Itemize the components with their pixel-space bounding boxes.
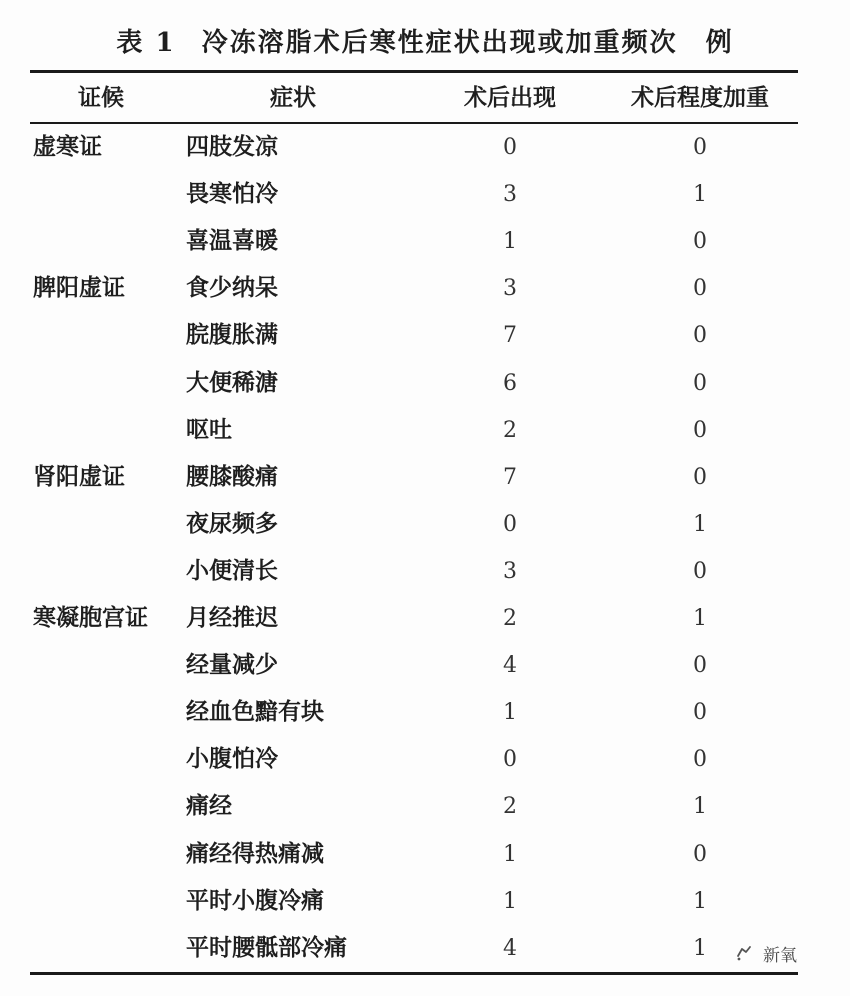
postop-worsen-count: 0 [693,747,707,773]
postop-worsen-count: 0 [693,370,707,396]
table-row [0,265,850,312]
table-row [0,689,850,736]
table-title-text: 冷冻溶脂术后寒性症状出现或加重频次 [201,28,678,58]
symptom-cell: 月经推迟 [186,605,278,631]
postop-worsen-count: 1 [693,606,707,631]
postop-appear-count: 2 [503,606,517,631]
table-title [0,22,850,59]
watermark-text: 新氧 [763,945,797,966]
table-row [0,595,850,642]
table-row [0,831,850,878]
table-row [0,878,850,925]
header-syndrome: 证候 [78,85,124,111]
postop-worsen-count: 0 [693,276,707,302]
symptom-cell: 经量减少 [186,652,278,679]
table-row [0,171,850,218]
symptom-cell: 经血色黯有块 [186,699,324,726]
symptom-cell: 小便清长 [186,557,278,584]
symptom-cell: 痛经 [186,793,232,820]
table-row [0,548,850,595]
postop-worsen-count: 0 [693,135,707,160]
postop-worsen-count: 1 [693,888,707,914]
table-row [0,312,850,359]
postop-worsen-count: 1 [693,182,707,208]
symptom-cell: 痛经得热痛减 [186,840,324,867]
postop-appear-count: 2 [503,417,517,443]
postop-appear-count: 0 [503,747,517,773]
postop-worsen-count: 0 [693,417,707,443]
postop-worsen-count: 1 [693,794,707,820]
postop-appear-count: 2 [503,794,517,820]
syndrome-cell: 寒凝胞宫证 [33,605,148,631]
postop-appear-count: 3 [503,276,517,302]
syndrome-cell: 脾阳虚证 [33,275,125,302]
table-row [0,407,850,454]
postop-worsen-count: 1 [693,935,707,961]
symptom-cell: 喜温喜暖 [186,228,278,255]
table-row [0,124,850,171]
table-number: 表 1 [116,28,176,58]
table-row [0,642,850,689]
postop-worsen-count: 0 [693,229,707,255]
postop-appear-count: 0 [503,135,517,160]
symptom-cell: 呕吐 [186,416,232,443]
postop-appear-count: 3 [503,182,517,208]
postop-worsen-count: 0 [693,700,707,726]
postop-appear-count: 0 [503,511,517,537]
postop-appear-count: 1 [503,700,517,726]
postop-worsen-count: 0 [693,323,707,349]
watermark [735,940,797,966]
postop-appear-count: 1 [503,229,517,255]
syndrome-cell: 肾阳虚证 [33,463,125,490]
table-unit: 例 [705,28,734,58]
postop-appear-count: 7 [503,464,517,490]
symptom-cell: 食少纳呆 [186,275,278,302]
header-postop-appear: 术后出现 [464,85,556,111]
header-postop-worsen: 术后程度加重 [631,85,769,111]
postop-appear-count: 4 [503,935,517,961]
symptom-cell: 腰膝酸痛 [186,463,278,490]
postop-appear-count: 3 [503,558,517,584]
table-row [0,218,850,265]
symptom-cell: 夜尿频多 [186,510,278,537]
symptom-cell: 四肢发凉 [186,134,278,160]
shoe-print-icon [735,944,753,962]
syndrome-cell: 虚寒证 [33,134,102,160]
symptom-cell: 大便稀溏 [186,369,278,396]
postop-worsen-count: 1 [693,511,707,537]
postop-appear-count: 1 [503,888,517,914]
symptom-cell: 畏寒怕冷 [186,181,278,208]
postop-worsen-count: 0 [693,841,707,867]
postop-appear-count: 1 [503,841,517,867]
symptom-cell: 小腹怕冷 [186,746,278,773]
table-row [0,501,850,548]
table-bottom-rule [30,972,798,975]
table-row [0,454,850,501]
symptom-cell: 平时小腹冷痛 [186,887,324,914]
postop-worsen-count: 0 [693,653,707,679]
header-symptom: 症状 [270,85,316,111]
table-row [0,925,850,972]
table-row [0,783,850,830]
table-row [0,360,850,407]
postop-appear-count: 7 [503,323,517,349]
postop-worsen-count: 0 [693,464,707,490]
symptom-cell: 脘腹胀满 [186,322,278,349]
postop-worsen-count: 0 [693,558,707,584]
table-row [0,736,850,783]
postop-appear-count: 4 [503,653,517,679]
table-top-rule [30,70,798,73]
postop-appear-count: 6 [503,370,517,396]
symptom-cell: 平时腰骶部冷痛 [186,934,347,961]
